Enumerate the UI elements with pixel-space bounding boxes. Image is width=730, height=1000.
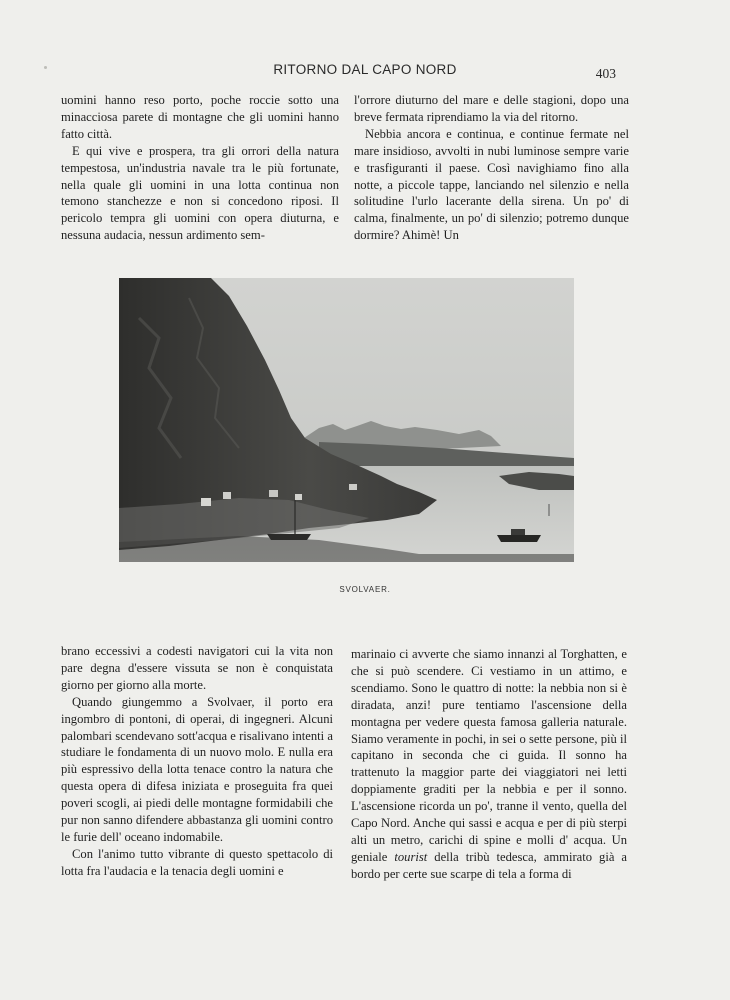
page-number: 403 — [595, 66, 616, 81]
house — [295, 494, 302, 500]
paragraph: Con l'animo tutto vibrante di questo spettacolo di lotta fra l'audacia e la tenacia degli uomini e — [61, 846, 333, 878]
harbour-photo-illustration — [119, 278, 574, 562]
paragraph: brano eccessivi a codesti navigatori cui la vita non pare degna d'essere vissuta se non è conquistata giorno per giorno alla morte. — [61, 644, 333, 692]
motorboat-hull — [497, 535, 541, 542]
text-run: della tribù tedesca, ammirato già a bordo per certe sue scarpe di tela a forma di — [351, 849, 627, 881]
running-title: RITORNO DAL CAPO NORD — [273, 62, 457, 77]
photo-svolvaer-harbour — [119, 278, 574, 562]
text-column-top-left — [61, 92, 339, 244]
house — [201, 498, 211, 506]
figure-caption: SVOLVAER. — [339, 585, 391, 594]
house — [269, 490, 278, 497]
sailboat-hull — [267, 534, 311, 540]
paragraph: Quando giungemmo a Svolvaer, il porto era ingombro di pontoni, di operai, di ingegneri. Alcuni palombari scendevano sott'acqua e risalivano intenti a studiare le fondamenta di un nuovo molo. E nulla era più espressivo della lotta tenace contro la natura che questa opera di difesa iniziata e proseguita fra quei poveri scogli, ai piedi delle montagne formidabili che pur non sanno difendere abbastanza gli uomini contro le furie dell' oceano indomabile. — [61, 694, 333, 844]
text-column-bottom-left — [61, 643, 333, 880]
house — [349, 484, 357, 490]
text-column-bottom-right — [351, 646, 627, 883]
motorboat-cabin — [511, 529, 525, 535]
running-header — [0, 62, 730, 82]
paragraph: uomini hanno reso porto, poche roccie sotto una minacciosa parete di montagne che gli uomini hanno fatto città. — [61, 93, 339, 141]
paragraph — [351, 646, 627, 883]
italic-word: tourist — [394, 849, 428, 864]
text-column-top-right — [354, 92, 629, 244]
text-run: marinaio ci avverte che siamo innanzi al Torghatten, e che si può scendere. Ci vestiamo in un attimo, e scendiamo. Sono le quattro di notte: la nebbia non si è diradata, anzi! pure tentiamo l'ascensione della montagna per vedere questa famosa galleria naturale. Siamo veramente in pochi, in sei o sette persone, più il capitano in seconda che ci guida. Il sonno ha trattenuto la maggior parte dei viaggiatori nei letti doppiamente graditi per la nebbia e per il sonno. L'ascensione ricorda un po', tranne il vento, quella del Capo Nord. Anche qui sassi e acqua e per di più sterpi alti un metro, carichi di spine e molli d' acqua. Un geniale — [351, 647, 627, 864]
paragraph: l'orrore diuturno del mare e delle stagioni, dopo una breve fermata riprendiamo la via del ritorno. — [354, 93, 629, 124]
paragraph: Nebbia ancora e continua, e continue fermate nel mare insidioso, avvolti in nubi luminose sempre varie e trasfiguranti il paese. Così navighiamo fino alla notte, a piccole tappe, lanciando nel silenzio e nella solitudine l'urlo lacerante della sirena. Un po' di calma, finalmente, un po' di silenzio; potremo dunque dormire? Ahimè! Un — [354, 126, 629, 243]
paragraph: E qui vive e prospera, tra gli orrori della natura tempestosa, un'industria navale tra le più fortunate, nella quale gli uomini in una lotta continua non temono stanchezze e non si concedono riposi. Il pericolo tempra gli uomini con opera diuturna, e nessuna audacia, nessun ardimento sem- — [61, 143, 339, 243]
house — [223, 492, 231, 499]
